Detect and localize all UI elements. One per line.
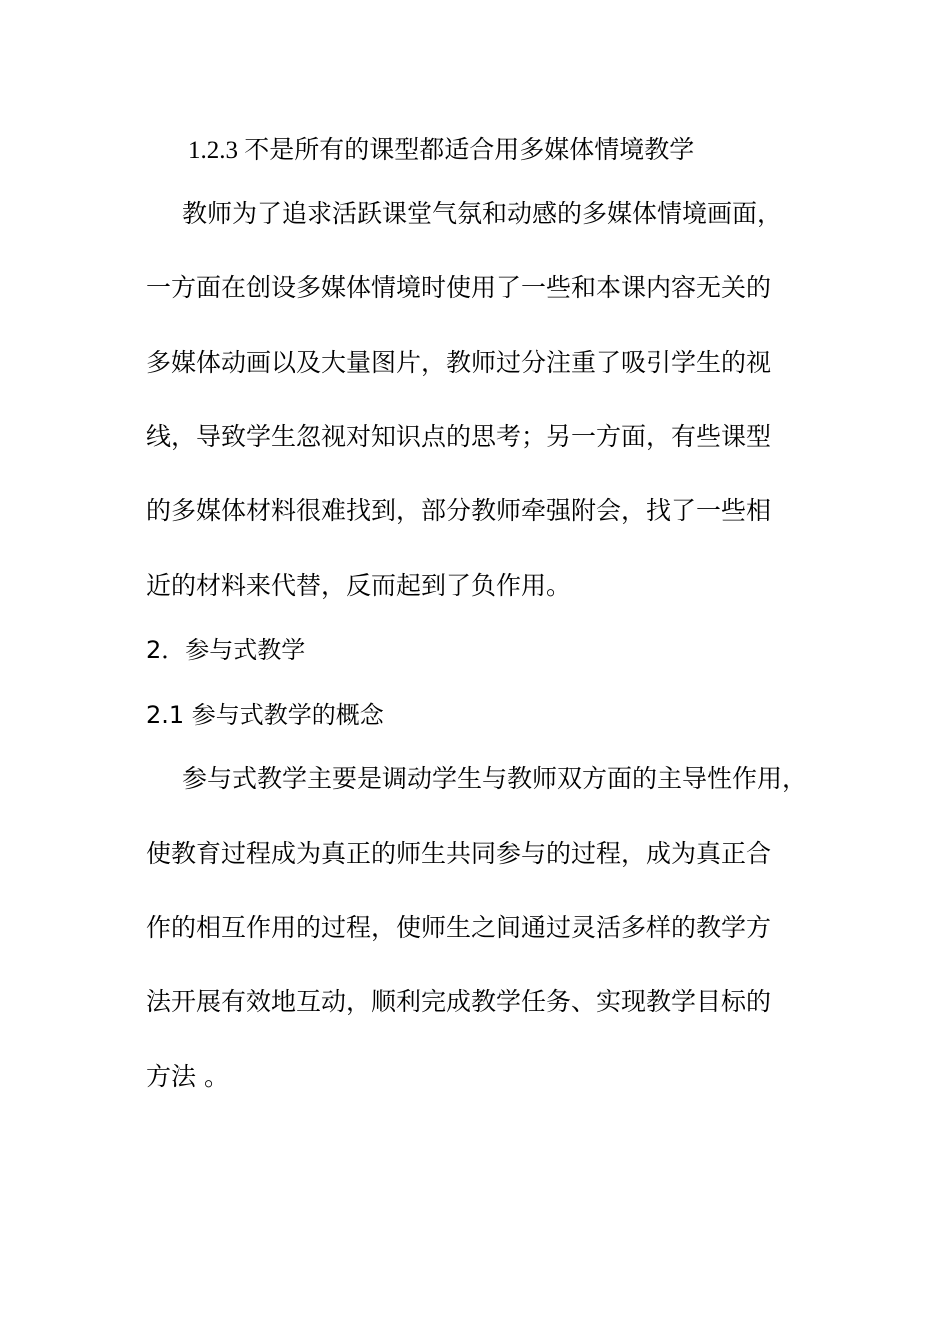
heading-2-1: 2.1 参与式教学的概念 [146,701,384,729]
paragraph-line: 方法 。 [146,1062,229,1091]
heading-1-2-3: 1.2.3 不是所有的课型都适合用多媒体情境教学 [188,137,695,164]
paragraph-line: 多媒体动画以及大量图片，教师过分注重了吸引学生的视 [146,348,772,377]
paragraph-line: 作的相互作用的过程，使师生之间通过灵活多样的教学方 [146,913,772,942]
paragraph-line: 参与式教学主要是调动学生与教师双方面的主导性作用， [182,764,808,793]
paragraph-line: 一方面在创设多媒体情境时使用了一些和本课内容无关的 [146,273,772,302]
paragraph-line: 近的材料来代替，反而起到了负作用。 [146,571,572,600]
paragraph-line: 线，导致学生忽视对知识点的思考；另一方面，有些课型 [146,422,772,451]
paragraph-line: 教师为了追求活跃课堂气氛和动感的多媒体情境画面， [182,199,783,228]
paragraph-line: 法开展有效地互动，顺利完成教学任务、实现教学目标的 [146,987,772,1016]
paragraph-line: 的多媒体材料很难找到，部分教师牵强附会，找了一些相 [146,496,772,525]
paragraph-line: 使教育过程成为真正的师生共同参与的过程，成为真正合 [146,839,772,868]
heading-2: 2．参与式教学 [146,636,306,664]
